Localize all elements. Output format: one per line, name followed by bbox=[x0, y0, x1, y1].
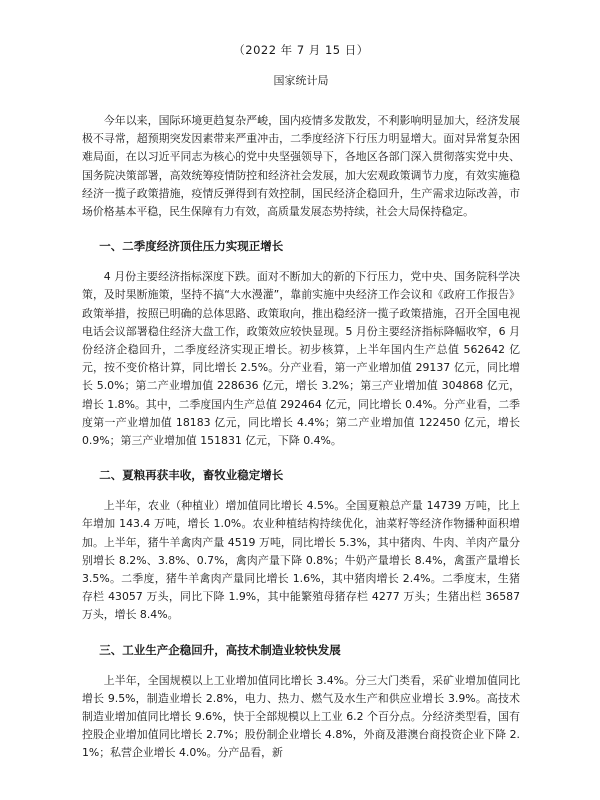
section-heading-1: 一、二季度经济顶住压力实现正增长 bbox=[99, 239, 284, 254]
section-heading-2: 二、夏粮再获丰收，畜牧业稳定增长 bbox=[99, 468, 284, 483]
section-heading-3: 三、工业生产企稳回升，高技术制造业较快发展 bbox=[99, 642, 341, 657]
section-paragraph-1: 4 月份主要经济指标深度下跌。面对不断加大的新的下行压力，党中央、国务院科学决策，及时果断施策，坚持不搞“大水漫灌”，靠前实施中央经济工作会议和《政府工作报告》政策举措，按照已明确的总体思路、政策取向，推出稳经济一揽子政策措施，召开全国电视电话会议部署稳住经济大盘工作，政策效应较快显现。5 月份主要经济指标降幅收窄，6 月份经济企稳回升，二季度经济实现正增长。初步核算，上半年国内生产总值 562642 亿元，按不变价格计算，同比增长 2.5%。分产业看，第一产业增加值 29137 亿元，同比增长 5.0%；第二产业增加值 228636 亿元，增长 3.2%；第三产业增加值 304868 亿元，增长 1.8%。其中，二季度国内生产总值 292464 亿元，同比增长 0.4%。分产业看，二季度第一产业增加值 18183 亿元，同比增长 4.4%；第二产业增加值 122450 亿元，增长 0.9%；第三产业增加值 151831 亿元，下降 0.4%。 bbox=[82, 270, 520, 448]
section-paragraph-2: 上半年，农业（种植业）增加值同比增长 4.5%。全国夏粮总产量 14739 万吨，比上年增加 143.4 万吨，增长 1.0%。农业种植结构持续优化，油菜籽等经济作物播种面积增加。上半年，猪牛羊禽肉产量 4519 万吨，同比增长 5.3%，其中猪肉、牛肉、羊肉产量分别增长 8.2%、3.8%、0.7%，禽肉产量下降 0.8%；牛奶产量增长 8.4%，禽蛋产量增长 3.5%。二季度，猪牛羊禽肉产量同比增长 1.6%，其中猪肉增长 2.4%。二季度末，生猪存栏 43057 万头，同比下降 1.9%，其中能繁殖母猪存栏 4277 万头；生猪出栏 36587 万头，增长 8.4%。 bbox=[82, 499, 520, 622]
intro-paragraph: 今年以来，国际环境更趋复杂严峻，国内疫情多发散发，不利影响明显加大，经济发展极不寻常，超预期突发因素带来严重冲击，二季度经济下行压力明显增大。面对异常复杂困难局面，在以习近平同志为核心的党中央坚强领导下，各地区各部门深入贯彻落实党中央、国务院决策部署，高效统筹疫情防控和经济社会发展，加大宏观政策调节力度，有效实施稳经济一揽子政策措施，疫情反弹得到有效控制，国民经济企稳回升，生产需求边际改善，市场价格基本平稳，民生保障有力有效，高质量发展态势持续，社会大局保持稳定。 bbox=[82, 114, 520, 219]
release-date: （2022 年 7 月 15 日） bbox=[233, 43, 369, 57]
section-paragraph-3: 上半年，全国规模以上工业增加值同比增长 3.4%。分三大门类看，采矿业增加值同比增长 9.5%，制造业增长 2.8%，电力、热力、燃气及水生产和供应业增长 3.9%。高技术制造业增加值同比增长 9.6%，快于全部规模以上工业 6.2 个百分点。分经济类型看，国有控股企业增加值同比增长 2.7%；股份制企业增长 4.8%，外商及港澳台商投资企业下降 2.1%；私营企业增长 4.0%。分产品看，新 bbox=[82, 673, 520, 760]
issuing-agency: 国家统计局 bbox=[273, 74, 329, 87]
